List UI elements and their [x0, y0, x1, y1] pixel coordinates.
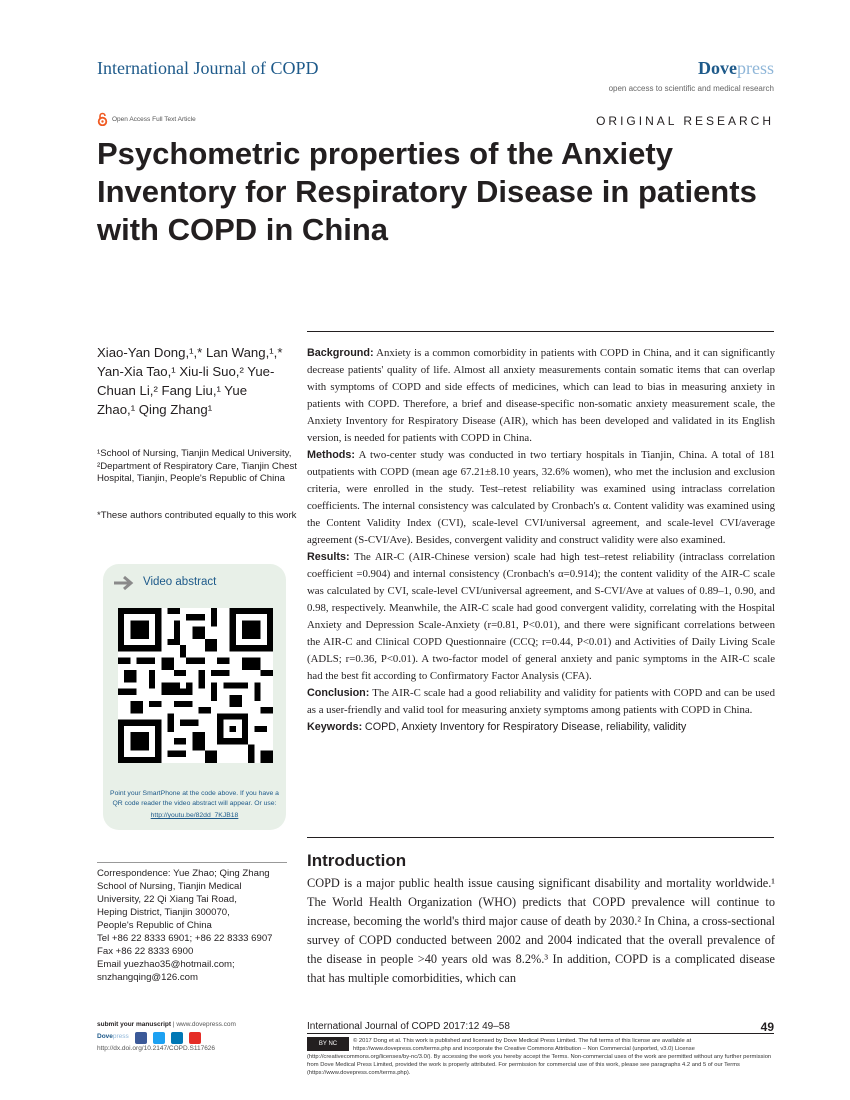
methods-label: Methods: — [307, 449, 355, 461]
publisher-logo-main: Dove — [698, 58, 737, 78]
license-text — [307, 1037, 775, 1077]
video-link[interactable]: http://youtu.be/82dd_7KJB18 — [150, 812, 239, 819]
twitter-icon[interactable] — [153, 1032, 165, 1044]
affiliations: ¹School of Nursing, Tianjin Medical University, ²Department of Respiratory Care, Tianjin Chest Hospital, Tianjin, People's Republic of China — [97, 448, 297, 484]
correspondence-line: University, 22 Qi Xiang Tai Road, — [97, 894, 237, 905]
open-access-icon — [97, 112, 108, 126]
correspondence-line: Tel +86 22 8333 6901; +86 22 8333 6907 — [97, 933, 273, 944]
keywords-label: Keywords: — [307, 721, 363, 733]
footer-publisher — [97, 1020, 267, 1054]
license-body: © 2017 Dong et al. This work is published and licensed by Dove Medical Press Limited. The full terms of this license are available at https://www.dovepress.com/terms.php and incorporate the Creative Commons Attribution – Non Commercial (unported, v3.0) License (http://creativecommons.org/licenses/by-nc/3.0/). By accessing the work you hereby accept the Terms. Non-commercial uses of the work are permitted without any further permission from Dove Medical Press Limited, provided the work is properly attributed. For permission for commercial use of this work, please see paragraphs 4.2 and 5 of our Terms (https://www.dovepress.com/terms.php). — [307, 1038, 772, 1076]
introduction-heading: Introduction — [307, 851, 407, 870]
results-label: Results: — [307, 551, 350, 563]
linkedin-icon[interactable] — [171, 1032, 183, 1044]
publisher-site-link[interactable]: | www.dovepress.com — [172, 1021, 236, 1028]
correspondence-line: Fax +86 22 8333 6900 — [97, 946, 194, 957]
correspondence-block — [97, 867, 297, 984]
background-label: Background: — [307, 347, 374, 359]
conclusion-label: Conclusion: — [307, 687, 370, 699]
facebook-icon[interactable] — [135, 1032, 147, 1044]
keywords-text: COPD, Anxiety Inventory for Respiratory Disease, reliability, validity — [364, 721, 687, 733]
results-text: The AIR-C (AIR-Chinese version) scale had high test–retest reliability (intraclass correlation coefficient =0.904) and internal consistency (Cronbach's α=0.914); the content validity of the AIR-C scale was calculated by CVI, scale-level CVI/universal agreement, and S-CVI/Ave at values of 0.89–1, 0.90, and 0.98, respectively. Meanwhile, the AIR-C scale had good convergent validity, correlating with the Hospital Anxiety and Depression Scale-Anxiety (r=0.81, P<0.01), and there were significant correlations between the AIR-C and Clinical COPD Questionnaire (CCQ; r=0.44, P<0.01) and Activities of Daily Living Scale (ADLS; r=0.36, P<0.01). A two-factor model of general anxiety and panic symptoms in the AIR-C scale had the best fit according to Confirmatory Factor Analysis (CFA). — [307, 551, 775, 682]
introduction-body: COPD is a major public health issue causing significant disability and mortality worldwide.¹ The World Health Organization (WHO) predicts that COPD prevalence will continue to increase, becoming the world's third major cause of death by 2030.² In China, a cross-sectional survey of COPD conducted between 2002 and 2004 indicated that the overall prevalence of the disease in people >40 years old was 8.2%.³ In addition, COPD is a complicated disease that has multiple comorbidities, which can — [307, 876, 775, 985]
qr-code[interactable] — [118, 608, 273, 763]
footer-citation: International Journal of COPD 2017:12 49–58 — [307, 1021, 510, 1032]
qr-caption — [109, 789, 280, 821]
article-type: ORIGINAL RESEARCH — [596, 114, 774, 128]
conclusion-text: The AIR-C scale had a good reliability and validity for patients with COPD and can be used as a user-friendly and valid tool for measuring anxiety symptoms among patients with COPD in China. — [307, 687, 775, 716]
journal-title: International Journal of COPD — [97, 58, 319, 78]
footer-logo[interactable] — [97, 1032, 129, 1044]
equal-contribution-note: *These authors contributed equally to this work — [97, 510, 297, 521]
correspondence-line: Correspondence: Yue Zhao; Qing Zhang — [97, 868, 270, 879]
introduction-divider — [307, 837, 774, 838]
page-number: 49 — [760, 1020, 774, 1034]
abstract-results — [307, 549, 775, 685]
abstract-methods — [307, 447, 775, 549]
footer-logo-light: press — [112, 1033, 129, 1040]
abstract-conclusion — [307, 685, 775, 719]
publisher-logo[interactable] — [698, 58, 774, 79]
submit-manuscript-link[interactable]: submit your manuscript — [97, 1021, 172, 1028]
cc-license-icon[interactable]: BY NC — [307, 1037, 349, 1051]
footer-divider — [307, 1033, 774, 1034]
author-list: Xiao-Yan Dong,¹,* Lan Wang,¹,* Yan-Xia Tao,¹ Xiu-li Suo,² Yue-Chuan Li,² Fang Liu,¹ Yue Zhao,¹ Qing Zhang¹ — [97, 345, 283, 417]
footer-logo-main: Dove — [97, 1033, 113, 1040]
correspondence-email[interactable]: Email yuezhao35@hotmail.com; — [97, 959, 235, 970]
article-title: Psychometric properties of the Anxiety Inventory for Respiratory Disease in patients with COPD in China — [97, 136, 757, 247]
footer-brand-row — [97, 1032, 267, 1044]
methods-text: A two-center study was conducted in two tertiary hospitals in Tianjin, China. A total of 181 outpatients with COPD (mean age 67.21±8.10 years, 32.6% women), who met the inclusion and exclusion criteria, were enrolled in the study. Test–retest reliability was examined using intraclass correlation coefficients. The internal consistency was calculated by Cronbach's α. Content validity was examined using the Content Validity Index (CVI), scale-level CVI/universal agreement, and scale-level CVI/average agreement (S-CVI/Ave). Besides, convergent validity and construct validity were also examined. — [307, 449, 775, 546]
qr-instructions: Point your SmartPhone at the code above. If you have a QR code reader the video abstract will appear. Or use: — [110, 790, 279, 807]
video-abstract-box[interactable] — [103, 564, 286, 830]
publisher-logo-light: press — [737, 58, 774, 78]
arrow-right-icon — [113, 575, 135, 591]
youtube-icon[interactable] — [189, 1032, 201, 1044]
doi-link[interactable]: http://dx.doi.org/10.2147/COPD.S117626 — [97, 1045, 216, 1052]
abstract-background — [307, 345, 775, 447]
open-access-badge — [97, 112, 196, 126]
correspondence-line: People's Republic of China — [97, 920, 212, 931]
video-abstract-label: Video abstract — [143, 576, 217, 588]
background-text: Anxiety is a common comorbidity in patients with COPD in China, and it can significantly decrease patients' quality of life. Almost all anxiety measurements contain somatic items that can overlap with symptoms of COPD and side effects of medicines, which can lead to bias in measuring anxiety in patients with COPD. Therefore, a brief and disease-specific non-somatic anxiety measurement scale, the Anxiety Inventory for Respiratory Disease (AIR), which has been developed and validated in its English version, is needed for patients with COPD in China. — [307, 347, 775, 444]
abstract-divider — [307, 331, 774, 332]
correspondence-divider — [97, 862, 287, 863]
correspondence-line: Heping District, Tianjin 300070, — [97, 907, 230, 918]
abstract-keywords — [307, 719, 775, 736]
abstract — [307, 345, 775, 736]
open-access-label: Open Access Full Text Article — [112, 115, 196, 123]
publisher-tagline: open access to scientific and medical research — [608, 84, 774, 93]
correspondence-email[interactable]: snzhangqing@126.com — [97, 972, 198, 983]
correspondence-line: School of Nursing, Tianjin Medical — [97, 881, 242, 892]
